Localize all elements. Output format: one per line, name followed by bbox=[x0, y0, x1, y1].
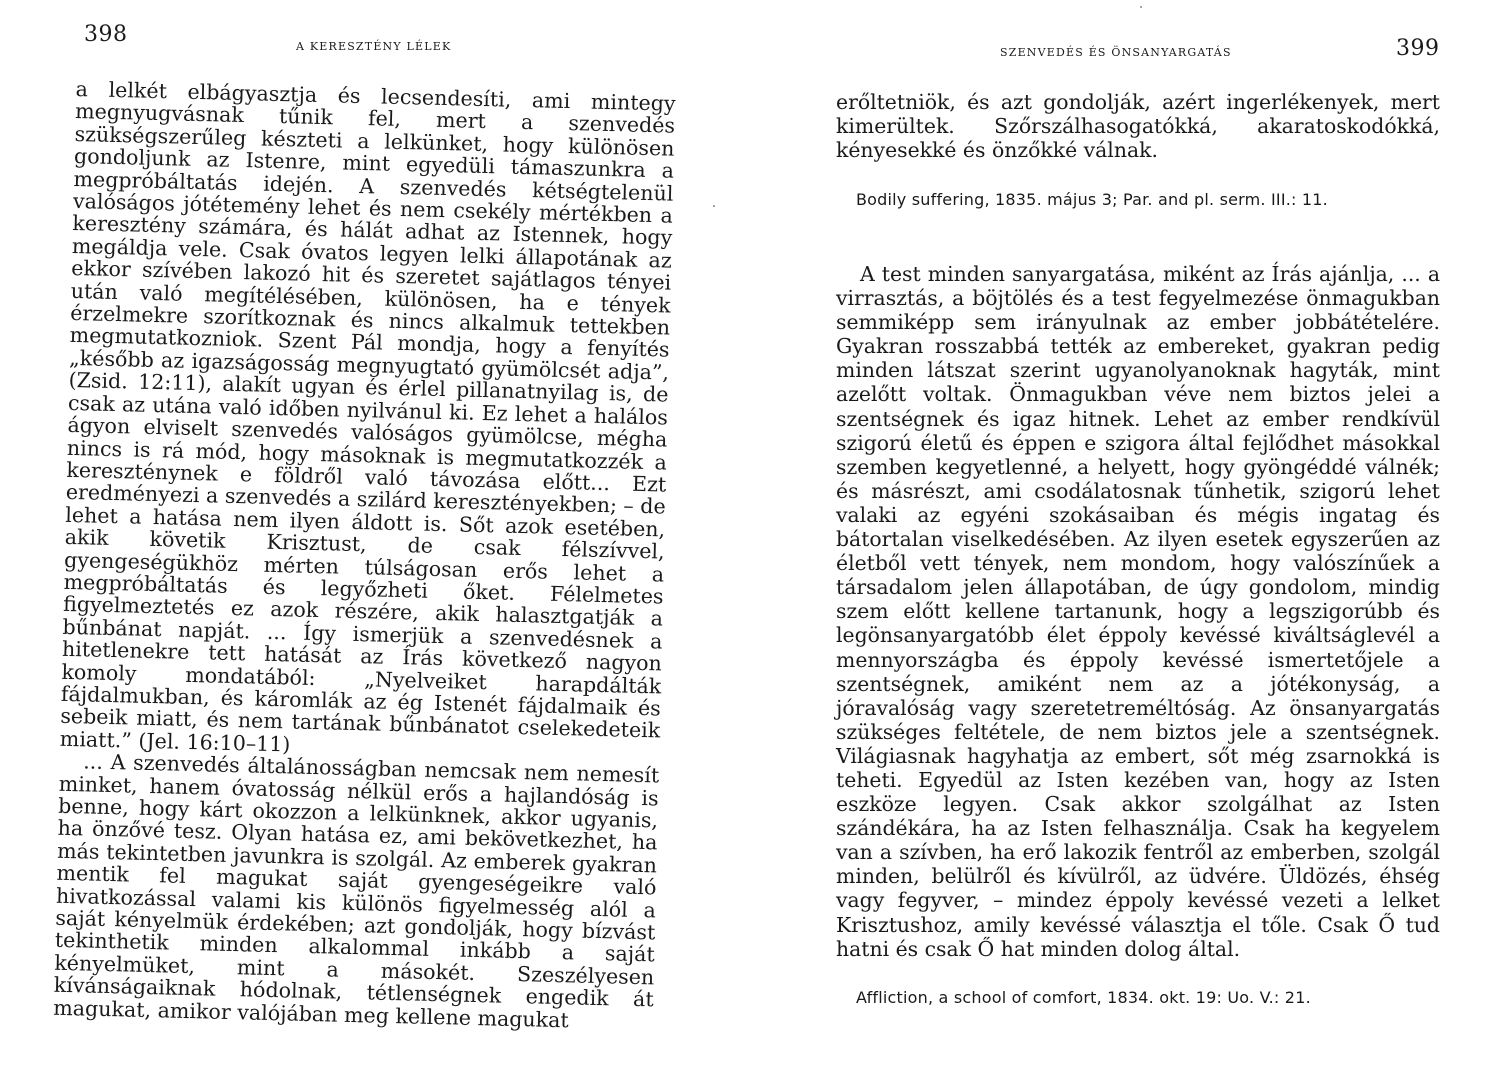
paragraph: erőltetniök, és azt gondolják, azért ingerlékenyek, mert kimerültek. Szőrszálhasogatókká, akaratoskodókká, kényesekké és önzőkké válnak. bbox=[836, 90, 1440, 163]
source-citation: Affliction, a school of comfort, 1834. okt. 19: Uo. V.: 21. bbox=[856, 988, 1311, 1007]
paragraph: A test minden sanyargatása, miként az Írás ajánlja, ... a virrasztás, a böjtölés és a test fegyelmezése önmagukban semmiképp sem irányulnak az ember jobbátételére. Gyakran rosszabbá tették az embereket, gyakran pedig minden látszat szerint ugyanolyanoknak hagyták, mint azelőtt voltak. Önmagukban véve nem biztos jelei a szentségnek és igaz hitnek. Lehet az ember rendkívül szigorú életű és éppen e szigora által fejlődhet másokkal szemben kegyetlenné, a helyett, hogy gyöngéddé válnék; és másrészt, ami csodálatosnak tűnhetik, szigorú lehet valaki az egyéni szokásaiban és mégis ingatag és bátortalan viselkedésében. Az ilyen esetek egyszerűen az életből vett tények, nem mondom, hogy valószínűek a társadalom jelen állapotában, de úgy gondolom, mindig szem előtt kellene tartanunk, hogy a legszigorúbb és legönsanyargatóbb élet éppoly kevéssé kiváltságlevél a mennyországba és éppoly kevéssé ismertetőjele a szentségnek, amiként nem az a jótékonyság, a jóravalóság vagy szeretetreméltóság. Az önsanyargatás szükséges feltétele, de nem biztos jele a szentségnek. Világiasnak hagyhatja az embert, sőt még zsarnokká is teheti. Egyedül az Isten kezében van, hogy az Isten eszköze legyen. Csak akkor szolgálhat az Isten szándékára, ha az Isten felhasználja. Csak ha kegyelem van a szívben, ha erő lakozik fentről az emberben, szolgál minden, belülről és kívülről, az üdvére. Üldözés, éhség vagy fegyver, – mindez éppoly kevéssé vezeti a lelket Krisztushoz, amily kevéssé választja el tőle. Csak Ő tud hatni és csak Ő hat minden dolog által. bbox=[836, 262, 1440, 961]
source-citation: Bodily suffering, 1835. május 3; Par. and pl. serm. III.: 11. bbox=[856, 190, 1328, 209]
speck-mark bbox=[1140, 6, 1142, 8]
passage bbox=[836, 262, 1440, 961]
speck-mark bbox=[713, 205, 715, 207]
page-number: 399 bbox=[1396, 36, 1440, 61]
running-head: A KERESZTÉNY LÉLEK bbox=[296, 40, 452, 53]
paragraph: a lelkét elbágyasztja és lecsendesíti, ami mintegy megnyugvásnak tűnik fel, mert a szenvedés szükségszerűleg készteti a lelkünket, hogy különösen gondoljunk az Istenre, mint egyedüli támaszunkra a megpróbáltatás idején. A szenvedés kétségtelenül valóságos jótétemény lehet és nem csekély mértékben a keresztény számára, és hálát adhat az Istennek, hogy megáldja vele. Csak óvatos legyen lelki állapotának az ekkor szívében lakozó hit és szeretet sajátlagos tényei után való megítélésében, különösen, ha e tények érzelmekre szorítkoznak és nincs alkalmuk tettekben megmutatkozniok. Szent Pál mondja, hogy a fenyítés „később az igazságosság megnyugtató gyümölcsét adja”, (Zsid. 12:11), alakít ugyan és érlel pillanatnyilag is, de csak az utána való időben nyilvánul ki. Ez lehet a halálos ágyon elviselt szenvedés valóságos gyümölcse, mégha nincs is rá mód, hogy másoknak is megmutatkozzék a kereszténynek e földről való távozása előtt... Ezt eredményezi a szenvedés a szilárd keresztényekben; – de lehet a hatása nem ilyen áldott is. Sőt azok esetében, akik követik Krisztust, de csak félszívvel, gyengeségükhöz mérten túlságosan erős lehet a megpróbáltatás és legyőzheti őket. Félelmetes figyelmeztetés ez azok részére, akik halasztgatják a bűnbánat napját. ... Így ismerjük a szenvedésnek a hitetlenekre tett hatását az Írás következő nagyon komoly mondatából: „Nyelveiket harapdálták fájdalmukban, és káromlák az ég Istenét fájdalmaik és sebeik miatt, és nem tartának bűnbánatot cselekedeteik miatt.” (Jel. 16:10–11) bbox=[59, 77, 676, 757]
running-head: SZENVEDÉS ÉS ÖNSANYARGATÁS bbox=[1000, 46, 1232, 59]
right-page bbox=[760, 0, 1500, 1087]
passage bbox=[836, 90, 1440, 162]
body-text bbox=[53, 78, 676, 1033]
page-number: 398 bbox=[84, 22, 128, 47]
left-page bbox=[0, 0, 745, 1087]
paragraph: ... A szenvedés általánosságban nemcsak nem nemesít minket, hanem óvatosság nélkül erős a hajlandóság is benne, hogy kárt okozzon a lelkünknek, akkor ugyanis, ha önzővé tesz. Olyan hatása ez, ami bekövetkezhet, ha más tekintetben javunkra is szolgál. Az emberek gyakran mentik fel magukat saját gyengeségeikre való hivatkozással valami kis különös figyelmesség alól a saját kényelmük érdekében; azt gondolják, hogy bízvást tekinthetik minden alkalommal inkább a saját kényelmüket, mint a másokét. Szeszélyesen kívánságaiknak hódolnak, tétlenségnek engedik át magukat, amikor valójában meg kellene magukat bbox=[52, 749, 660, 1032]
